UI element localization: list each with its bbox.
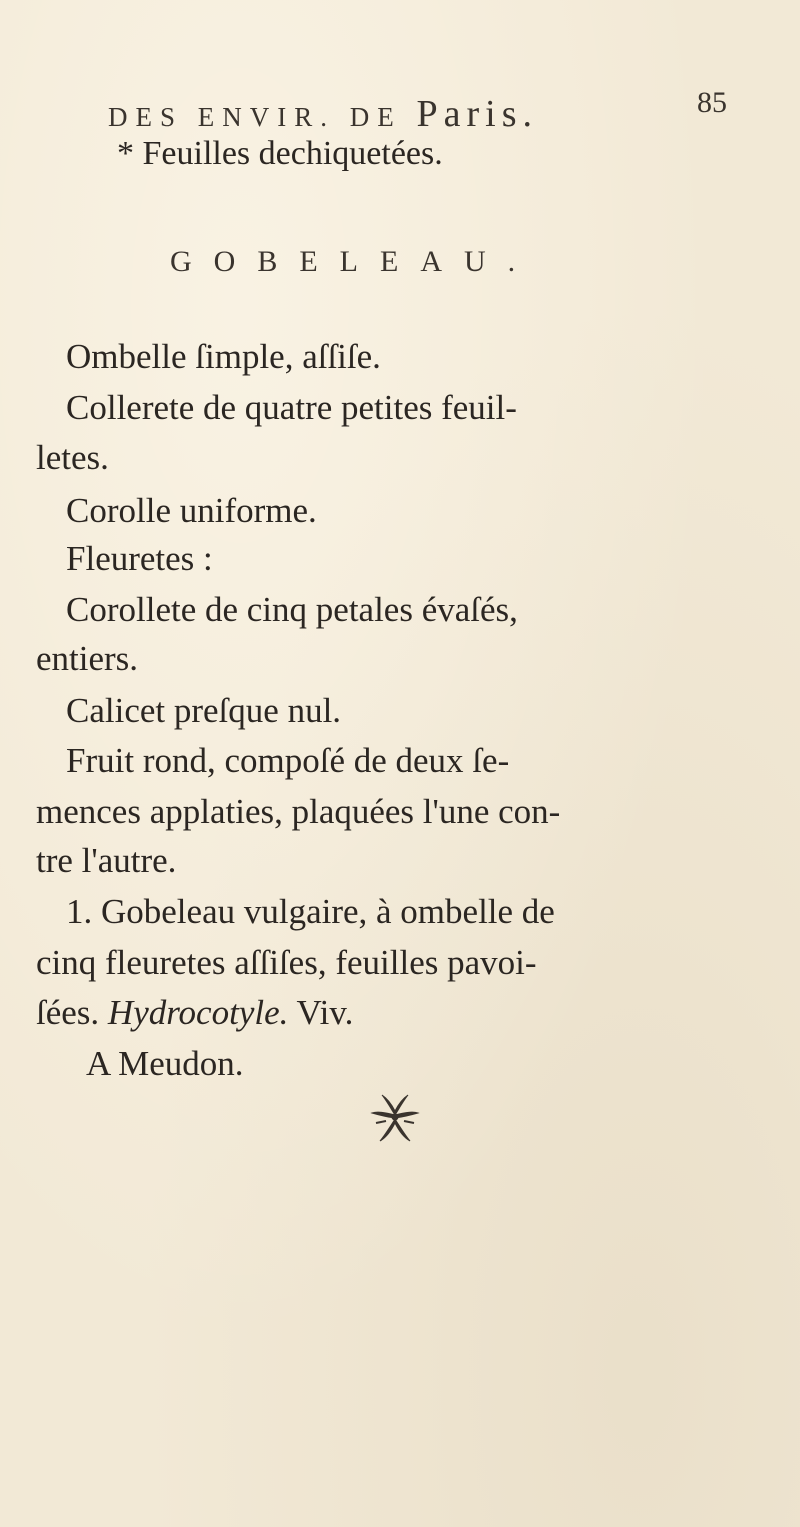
body-line: letes. xyxy=(36,438,109,477)
body-line: Fleuretes : xyxy=(66,539,213,578)
footnote-line: * Feuilles dechiquetées. xyxy=(117,135,443,172)
body-line: Collerete de quatre petites feuil- xyxy=(66,388,517,427)
body-line: cinq fleuretes aſſiſes, feuilles pavoi- xyxy=(36,943,537,982)
body-line: Calicet preſque nul. xyxy=(66,691,342,730)
body-line: tre l'autre. xyxy=(36,841,177,880)
body-line: entiers. xyxy=(36,639,139,678)
body-line: Corolle uniforme. xyxy=(66,491,317,530)
body-line: Ombelle ſimple, aſſiſe. xyxy=(66,337,381,376)
printer-fleuron-ornament-icon xyxy=(360,1085,430,1155)
body-line-start: ſées. xyxy=(36,993,108,1032)
body-line: 1. Gobeleau vulgaire, à ombelle de xyxy=(66,892,555,931)
section-title: GOBELEAU. xyxy=(170,245,538,278)
body-line: Corollete de cinq petales évaſés, xyxy=(66,590,518,629)
body-line: mences applaties, plaquées l'une con- xyxy=(36,792,561,831)
running-head-prefix: DES ENVIR. DE xyxy=(108,102,417,132)
running-head xyxy=(108,92,668,136)
body-line: Fruit rond, compoſé de deux ſe- xyxy=(66,741,510,780)
body-line-with-genus xyxy=(36,995,353,1030)
page-number: 85 xyxy=(697,86,727,119)
location-line: A Meudon. xyxy=(86,1044,244,1083)
genus-name: Hydrocotyle. xyxy=(107,993,289,1032)
running-head-city: Paris. xyxy=(416,93,538,135)
body-line-end: Viv. xyxy=(288,993,354,1032)
